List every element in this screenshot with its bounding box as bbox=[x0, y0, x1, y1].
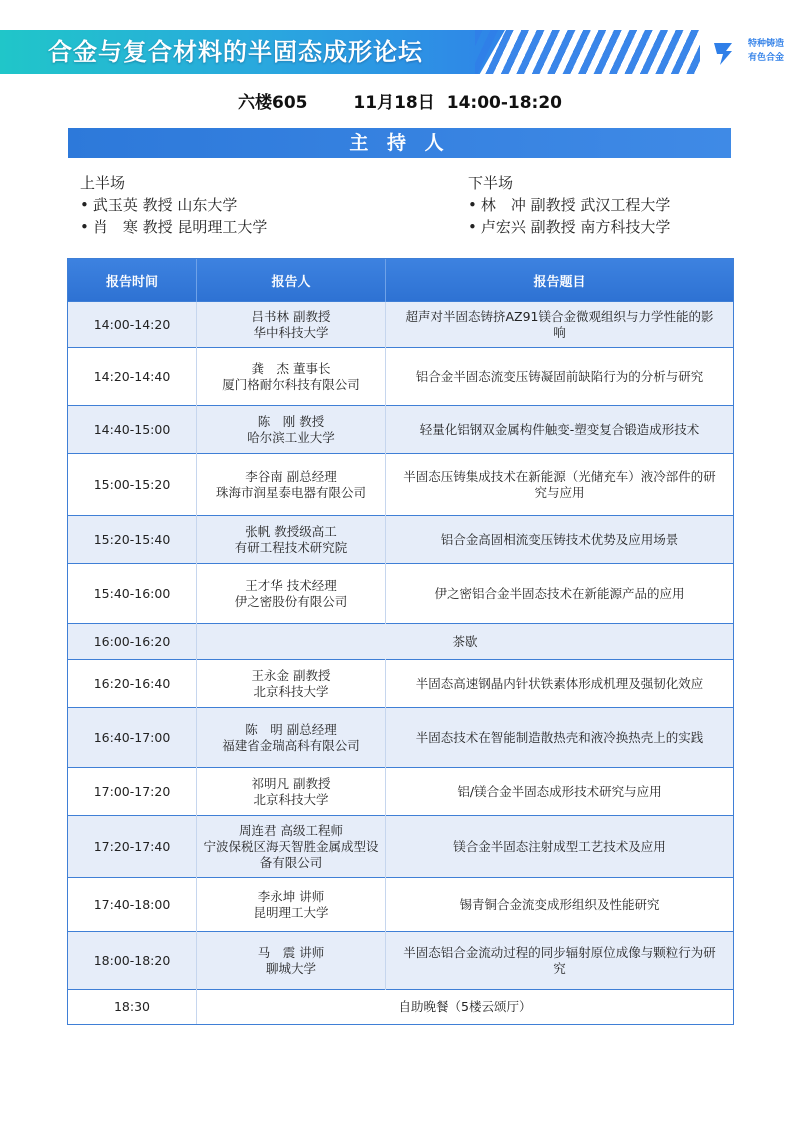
row-time: 16:20-16:40 bbox=[68, 660, 197, 708]
row-topic: 伊之密铝合金半固态技术在新能源产品的应用 bbox=[386, 564, 734, 624]
host-item: • 林 冲 副教授 武汉工程大学 bbox=[468, 194, 670, 216]
header-topic: 报告题目 bbox=[386, 259, 734, 302]
speaker-name: 张帆 教授级高工 bbox=[245, 523, 337, 539]
speaker-affiliation: 哈尔滨工业大学 bbox=[247, 429, 335, 445]
host-item: • 肖 寒 教授 昆明理工大学 bbox=[80, 216, 267, 238]
row-break: 自助晚餐（5楼云颂厅） bbox=[197, 990, 734, 1024]
table-row bbox=[68, 990, 733, 1024]
row-time: 16:40-17:00 bbox=[68, 708, 197, 768]
row-time: 14:00-14:20 bbox=[68, 302, 197, 348]
session-info bbox=[0, 88, 800, 113]
row-topic: 半固态铝合金流动过程的同步辐射原位成像与颗粒行为研究 bbox=[386, 932, 734, 990]
speaker-name: 王永金 副教授 bbox=[251, 667, 331, 683]
speaker-affiliation: 宁波保税区海天智胜金属成型设备有限公司 bbox=[203, 838, 379, 870]
row-time: 17:40-18:00 bbox=[68, 878, 197, 932]
second-half-hosts bbox=[456, 172, 670, 238]
host-item: • 卢宏兴 副教授 南方科技大学 bbox=[468, 216, 670, 238]
speaker-affiliation: 珠海市润星泰电器有限公司 bbox=[215, 484, 366, 500]
session-time: 14:00-18:20 bbox=[446, 93, 563, 113]
host-item: • 武玉英 教授 山东大学 bbox=[80, 194, 267, 216]
row-time: 18:30 bbox=[68, 990, 197, 1024]
speaker-affiliation: 有研工程技术研究院 bbox=[234, 539, 348, 555]
speaker-affiliation: 华中科技大学 bbox=[253, 324, 329, 340]
row-time: 15:40-16:00 bbox=[68, 564, 197, 624]
row-speaker bbox=[197, 878, 386, 932]
room-number: 六楼605 bbox=[237, 93, 308, 113]
table-row bbox=[68, 660, 733, 708]
table-row bbox=[68, 932, 733, 990]
row-time: 17:20-17:40 bbox=[68, 816, 197, 878]
table-row bbox=[68, 878, 733, 932]
table-row bbox=[68, 454, 733, 516]
speaker-affiliation: 福建省金瑞高科有限公司 bbox=[222, 737, 360, 753]
row-speaker bbox=[197, 768, 386, 816]
row-speaker bbox=[197, 302, 386, 348]
table-row bbox=[68, 708, 733, 768]
speaker-name: 李谷南 副总经理 bbox=[245, 468, 337, 484]
session-date: 11月18日 bbox=[353, 93, 435, 113]
row-topic: 半固态技术在智能制造散热壳和液冷换热壳上的实践 bbox=[386, 708, 734, 768]
table-row bbox=[68, 302, 733, 348]
row-topic: 镁合金半固态注射成型工艺技术及应用 bbox=[386, 816, 734, 878]
row-break: 茶歇 bbox=[197, 624, 734, 660]
second-half-label: 下半场 bbox=[468, 174, 514, 192]
row-time: 16:00-16:20 bbox=[68, 624, 197, 660]
first-half-hosts bbox=[68, 172, 267, 238]
row-time: 17:00-17:20 bbox=[68, 768, 197, 816]
speaker-name: 马 震 讲师 bbox=[257, 944, 325, 960]
row-time: 18:00-18:20 bbox=[68, 932, 197, 990]
row-topic: 半固态高速钢晶内针状铁素体形成机理及强韧化效应 bbox=[386, 660, 734, 708]
row-time: 15:20-15:40 bbox=[68, 516, 197, 564]
row-time: 14:40-15:00 bbox=[68, 406, 197, 454]
row-topic: 铝合金半固态流变压铸凝固前缺陷行为的分析与研究 bbox=[386, 348, 734, 406]
speaker-name: 周连君 高级工程师 bbox=[239, 822, 343, 838]
row-speaker bbox=[197, 516, 386, 564]
speaker-name: 王才华 技术经理 bbox=[245, 577, 337, 593]
row-topic: 轻量化铝钢双金属构件触变-塑变复合锻造成形技术 bbox=[386, 406, 734, 454]
speaker-affiliation: 北京科技大学 bbox=[253, 683, 329, 699]
row-topic: 半固态压铸集成技术在新能源（光储充车）液冷部件的研究与应用 bbox=[386, 454, 734, 516]
row-time: 14:20-14:40 bbox=[68, 348, 197, 406]
row-time: 15:00-15:20 bbox=[68, 454, 197, 516]
row-speaker bbox=[197, 564, 386, 624]
speaker-name: 陈 明 副总经理 bbox=[245, 721, 337, 737]
header-banner bbox=[0, 30, 800, 74]
speaker-affiliation: 北京科技大学 bbox=[253, 791, 329, 807]
row-topic: 铝/镁合金半固态成形技术研究与应用 bbox=[386, 768, 734, 816]
row-speaker bbox=[197, 816, 386, 878]
speaker-name: 吕书林 副教授 bbox=[251, 308, 331, 324]
row-topic: 超声对半固态铸挤AZ91镁合金微观组织与力学性能的影响 bbox=[386, 302, 734, 348]
logo-line-1: 特种铸造 bbox=[747, 39, 784, 49]
row-speaker bbox=[197, 406, 386, 454]
schedule-table bbox=[67, 258, 734, 1025]
table-header-row bbox=[68, 259, 733, 302]
table-row bbox=[68, 816, 733, 878]
logo-line-2: 有色合金 bbox=[747, 53, 784, 63]
row-topic: 铝合金高固相流变压铸技术优势及应用场景 bbox=[386, 516, 734, 564]
logo-text bbox=[736, 37, 796, 65]
speaker-name: 祁明凡 副教授 bbox=[251, 775, 331, 791]
speaker-name: 龚 杰 董事长 bbox=[251, 360, 331, 376]
speaker-affiliation: 昆明理工大学 bbox=[253, 904, 329, 920]
banner-stripes bbox=[475, 30, 700, 74]
table-row bbox=[68, 768, 733, 816]
speaker-affiliation: 伊之密股份有限公司 bbox=[234, 593, 348, 609]
row-speaker bbox=[197, 454, 386, 516]
table-row bbox=[68, 348, 733, 406]
speaker-name: 李永坤 讲师 bbox=[257, 888, 325, 904]
speaker-affiliation: 聊城大学 bbox=[265, 960, 316, 976]
first-half-label: 上半场 bbox=[80, 174, 126, 192]
row-speaker bbox=[197, 708, 386, 768]
row-speaker bbox=[197, 932, 386, 990]
table-row bbox=[68, 516, 733, 564]
organizer-logo bbox=[712, 35, 796, 69]
forum-title: 合金与复合材料的半固态成形论坛 bbox=[48, 38, 423, 66]
row-speaker bbox=[197, 660, 386, 708]
logo-mark-icon bbox=[712, 35, 736, 69]
table-row bbox=[68, 624, 733, 660]
row-topic: 锡青铜合金流变成形组织及性能研究 bbox=[386, 878, 734, 932]
row-speaker bbox=[197, 348, 386, 406]
header-speaker: 报告人 bbox=[197, 259, 386, 302]
speaker-name: 陈 刚 教授 bbox=[257, 413, 325, 429]
hosts-heading: 主 持 人 bbox=[68, 128, 731, 158]
table-row bbox=[68, 564, 733, 624]
speaker-affiliation: 厦门格耐尔科技有限公司 bbox=[222, 376, 360, 392]
table-row bbox=[68, 406, 733, 454]
header-time: 报告时间 bbox=[68, 259, 197, 302]
